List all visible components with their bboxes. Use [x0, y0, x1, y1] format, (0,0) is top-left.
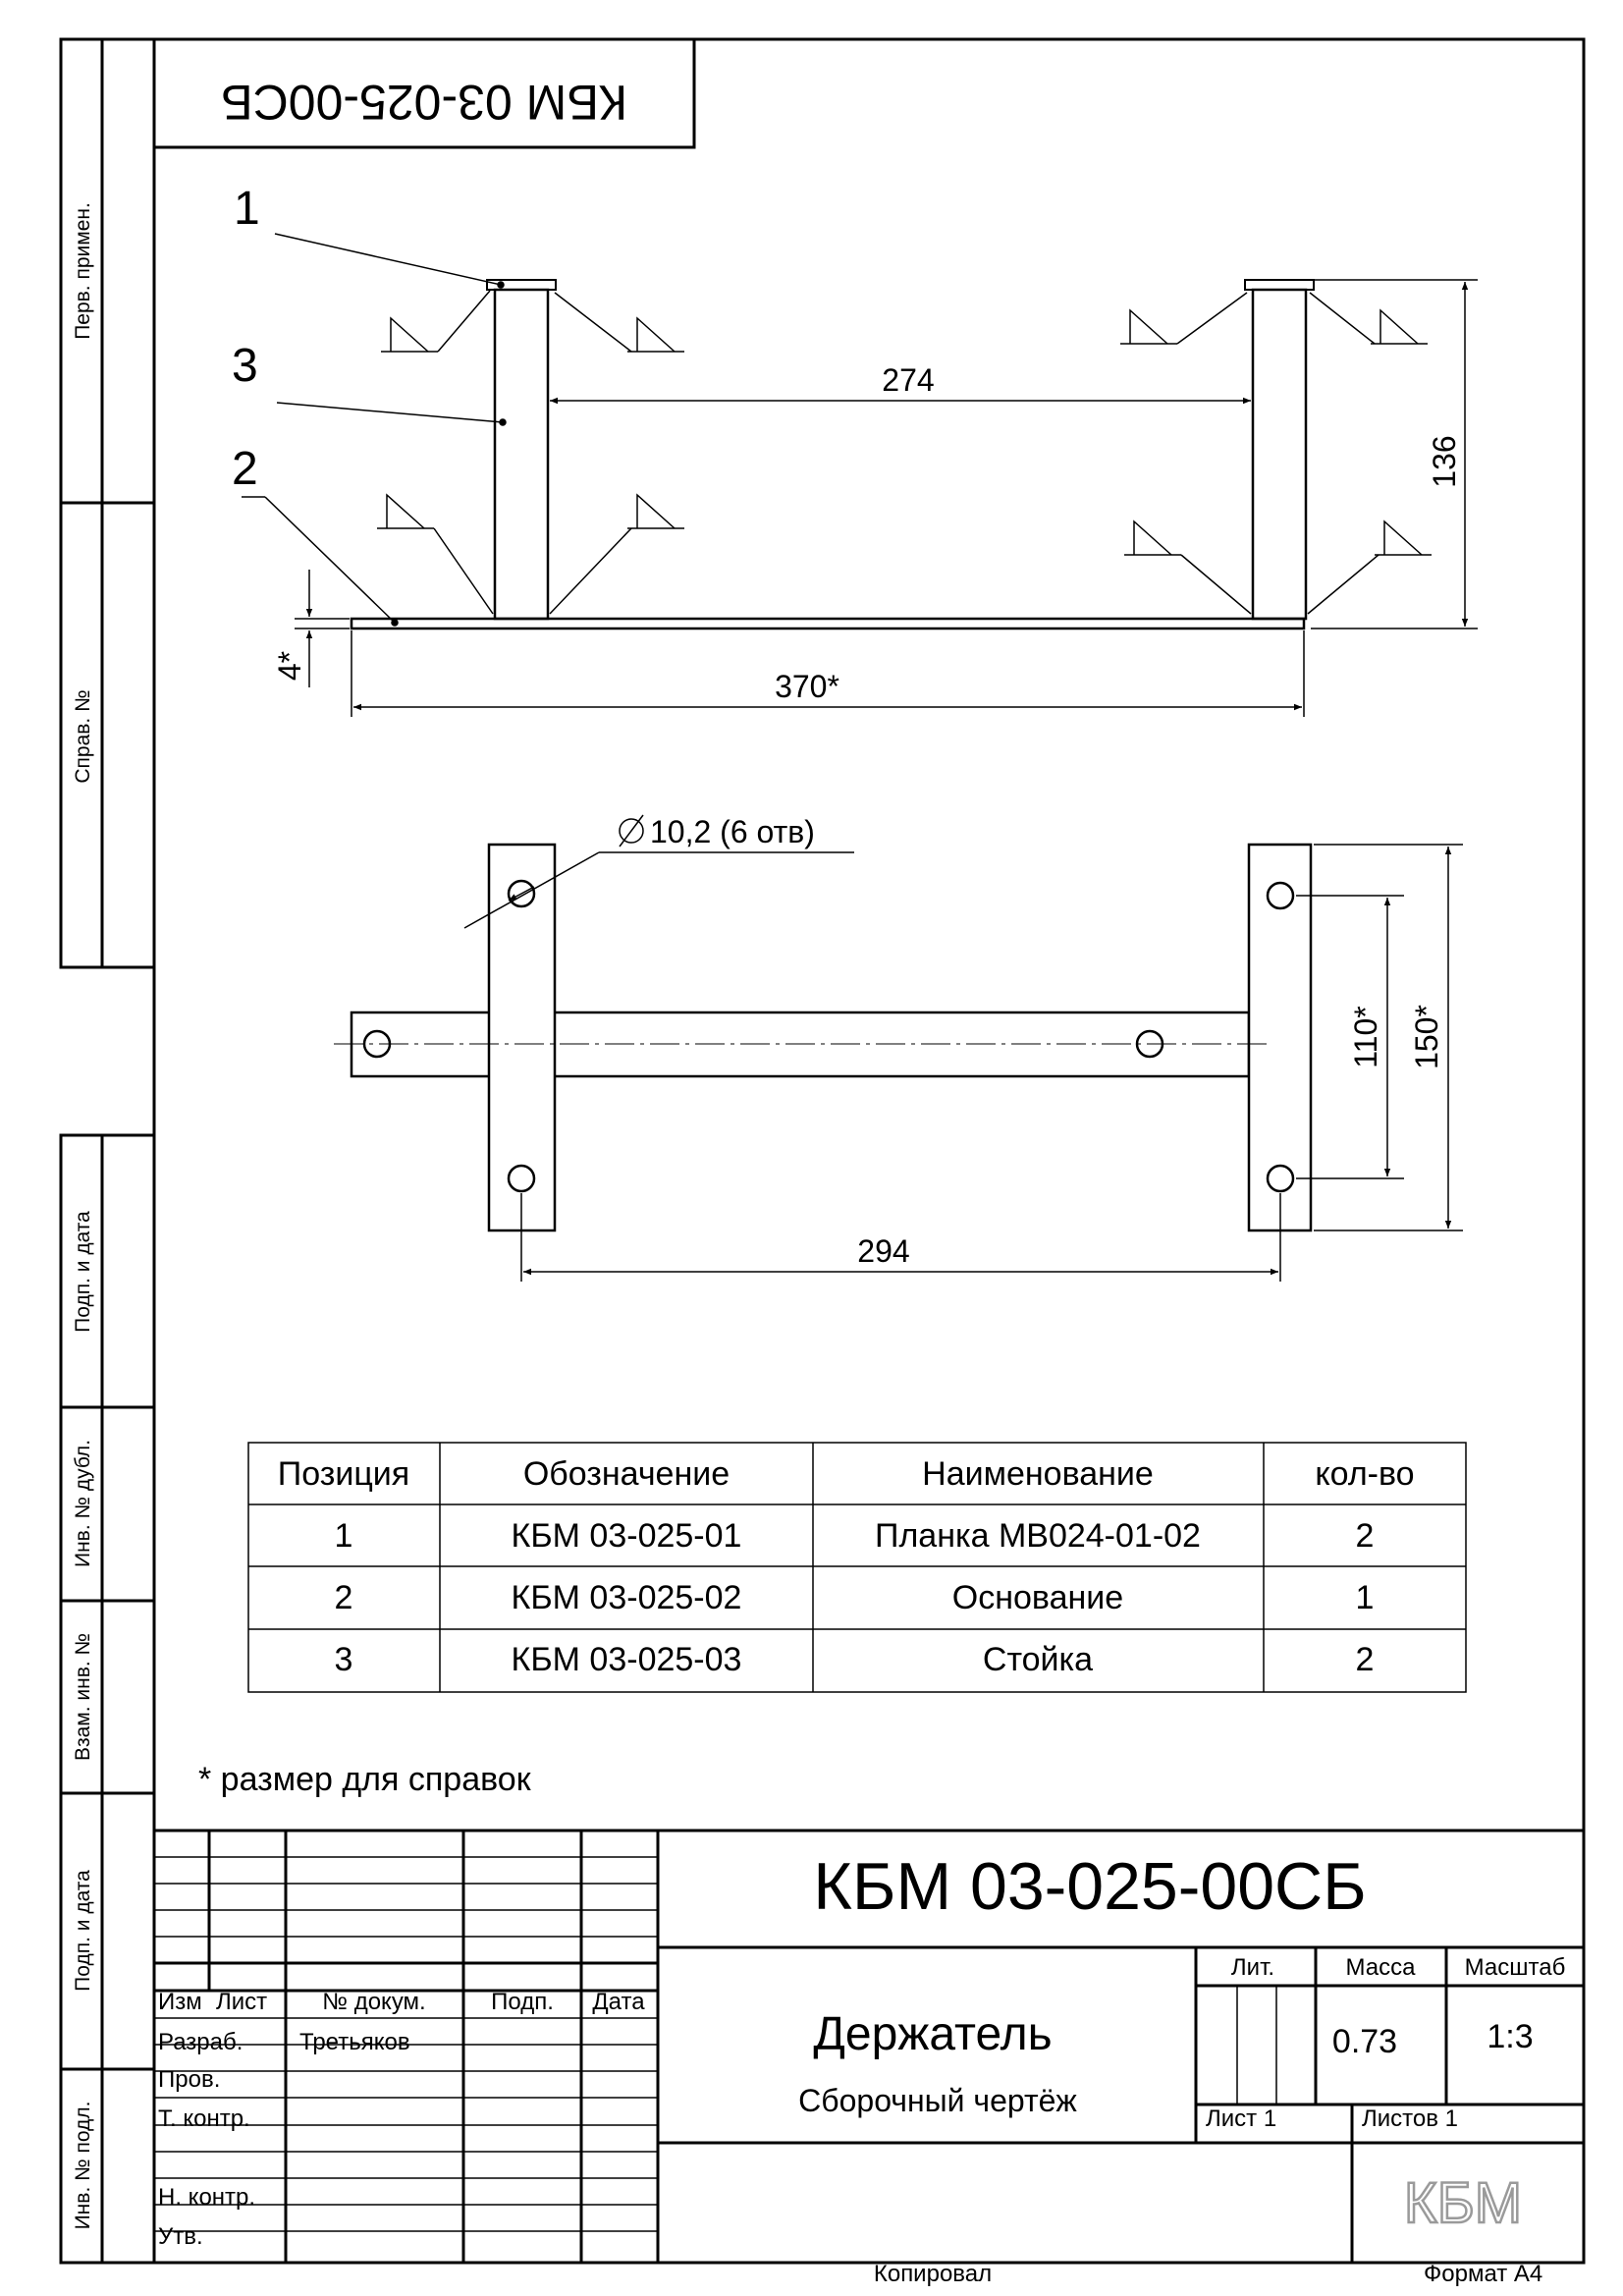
base-plate [352, 619, 1304, 629]
razrab-name: Третьяков [299, 2029, 410, 2055]
table-header-designation: Обозначение [522, 1455, 730, 1493]
front-view-labels [232, 183, 260, 495]
table-cell: Планка МВ024-01-02 [875, 1517, 1201, 1555]
table-cell: КБМ 03-025-03 [511, 1641, 742, 1678]
dim-150: 150* [1409, 1005, 1444, 1069]
footer [874, 2261, 1542, 2287]
label-podp-data-2: Подп. и дата [72, 1870, 94, 1992]
table-cell: 2 [1355, 1517, 1375, 1555]
company-logo [1404, 2171, 1522, 2235]
row-razrab: Разраб. [158, 2029, 243, 2055]
top-view-dims [650, 814, 1444, 1269]
right-post [1253, 290, 1306, 619]
callout-1: 1 [234, 183, 260, 235]
row-n-kontr: Н. контр. [158, 2184, 256, 2211]
label-sprav: Справ. № [72, 689, 94, 784]
title-block-text [158, 1849, 1565, 2250]
front-view [242, 234, 1478, 717]
table-cell: 1 [1355, 1579, 1375, 1616]
table-cell: 3 [334, 1641, 353, 1678]
document-title: Держатель [813, 2008, 1053, 2060]
col-izm: Изм [158, 1989, 202, 2015]
table-cell: 2 [1355, 1641, 1375, 1678]
left-margin-labels [72, 202, 94, 2229]
sheet-number: Лист 1 [1206, 2105, 1277, 2132]
dim-136: 136 [1427, 435, 1462, 488]
document-subtitle: Сборочный чертёж [798, 2083, 1077, 2118]
table-cell: 1 [334, 1517, 353, 1555]
front-view-dims [272, 362, 1462, 704]
sheet-count: Листов 1 [1362, 2105, 1458, 2132]
row-t-kontr: Т. контр. [158, 2105, 250, 2132]
dim-4: 4* [272, 650, 307, 682]
reference-note: * размер для справок [198, 1761, 531, 1798]
col-lit: Лит. [1230, 1954, 1275, 1981]
col-doc-no: № докум. [322, 1989, 426, 2015]
table-cell: КБМ 03-025-01 [511, 1517, 742, 1555]
top-view [334, 815, 1463, 1282]
table-cell: Основание [951, 1579, 1124, 1616]
row-utv: Утв. [158, 2223, 203, 2250]
document-code: КБМ 03-025-00СБ [813, 1849, 1367, 1924]
col-list: Лист [216, 1989, 268, 2015]
footer-copied: Копировал [873, 2261, 993, 2287]
label-perv-primen: Перв. примен. [72, 202, 94, 340]
dim-110: 110* [1348, 1006, 1383, 1068]
hole-note: 10,2 (6 отв) [650, 814, 815, 849]
row-prov: Пров. [158, 2066, 221, 2093]
dim-294: 294 [857, 1233, 910, 1269]
label-inv-dubl: Инв. № дубл. [72, 1439, 94, 1568]
callout-3: 3 [232, 340, 258, 392]
col-data: Дата [592, 1989, 645, 2015]
mass-value: 0.73 [1331, 2023, 1398, 2060]
table-cell: 2 [334, 1579, 353, 1616]
drawing-frame [154, 39, 1584, 2263]
dim-274: 274 [882, 362, 935, 398]
mirrored-code-box [154, 39, 694, 147]
table-cell: КБМ 03-025-02 [511, 1579, 742, 1616]
right-cap [1245, 280, 1314, 290]
col-masshtab: Масштаб [1464, 1954, 1566, 1981]
scale-value: 1:3 [1487, 2018, 1534, 2055]
right-plank [1249, 845, 1311, 1230]
table-header-qty: кол-во [1315, 1455, 1415, 1493]
logo-text: КБМ [1403, 2171, 1523, 2235]
left-post [495, 290, 548, 619]
table-header-position: Позиция [277, 1455, 410, 1493]
label-vzam-inv: Взам. инв. № [72, 1632, 94, 1762]
footer-format: Формат А4 [1424, 2261, 1543, 2287]
label-inv-podl: Инв. № подл. [72, 2101, 94, 2230]
col-podp: Подп. [491, 1989, 554, 2015]
label-podp-data-1: Подп. и дата [72, 1211, 94, 1333]
table-cell: Стойка [982, 1641, 1094, 1678]
mirrored-document-code: КБМ 03-025-00СБ [220, 74, 628, 130]
callout-2: 2 [232, 443, 258, 495]
dim-370: 370* [775, 669, 839, 704]
table-header-name: Наименование [922, 1455, 1154, 1493]
col-massa: Масса [1345, 1954, 1416, 1981]
parts-table [248, 1443, 1466, 1692]
left-plank [489, 845, 555, 1230]
